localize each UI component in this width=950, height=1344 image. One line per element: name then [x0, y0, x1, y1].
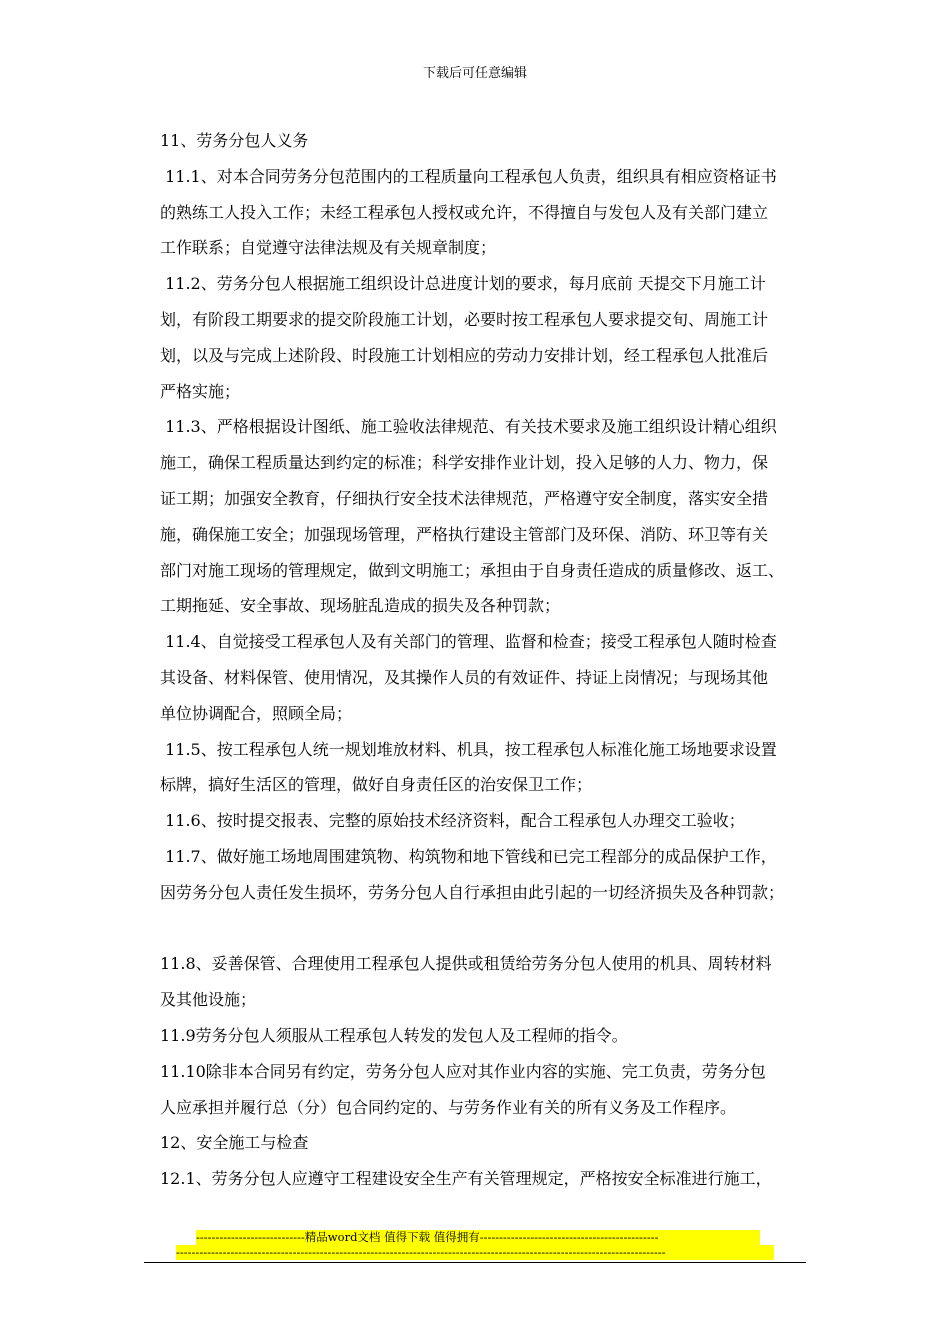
text-line: 人应承担并履行总（分）包合同约定的、与劳务作业有关的所有义务及工作程序。 [160, 1097, 737, 1117]
footer-banner: ----------------------------精品word文档 值得下载 值得拥有---------------------------------------------- [196, 1230, 760, 1245]
text-line: 11.3、严格根据设计图纸、施工验收法律规范、有关技术要求及施工组织设计精心组织 [160, 417, 777, 437]
text-line: 12、安全施工与检查 [160, 1133, 309, 1153]
text-line: 的熟练工人投入工作；未经工程承包人授权或允许，不得擅自与发包人及有关部门建立 [160, 202, 769, 222]
text-line: 及其他设施； [160, 990, 257, 1010]
text-line: 11.4、自觉接受工程承包人及有关部门的管理、监督和检查；接受工程承包人随时检查 [160, 632, 777, 652]
text-line: 因劳务分包人责任发生损坏，劳务分包人自行承担由此引起的一切经济损失及各种罚款； [160, 882, 785, 902]
document-body [160, 123, 810, 1197]
text-line: 证工期；加强安全教育，仔细执行安全技术法律规范，严格遵守安全制度，落实安全措 [160, 488, 769, 508]
text-line: 其设备、材料保管、使用情况，及其操作人员的有效证件、持证上岗情况；与现场其他 [160, 667, 769, 687]
text-line: 单位协调配合，照顾全局； [160, 703, 353, 723]
text-line: 施工，确保工程质量达到约定的标准；科学安排作业计划，投入足够的人力、物力，保 [160, 453, 769, 473]
text-line: 11.8、妥善保管、合理使用工程承包人提供或租赁给劳务分包人使用的机具、周转材料 [160, 954, 772, 974]
text-line: 划，有阶段工期要求的提交阶段施工计划，必要时按工程承包人要求提交旬、周施工计 [160, 309, 769, 329]
text-line: 11.2、劳务分包人根据施工组织设计总进度计划的要求，每月底前 天提交下月施工计 [160, 274, 766, 294]
text-line: 施，确保施工安全；加强现场管理，严格执行建设主管部门及环保、消防、环卫等有关 [160, 524, 769, 544]
text-line: 12.1、劳务分包人应遵守工程建设安全生产有关管理规定，严格按安全标准进行施工， [160, 1169, 772, 1189]
text-line: 工期拖延、安全事故、现场脏乱造成的损失及各种罚款； [160, 596, 561, 616]
text-line: 11.10除非本合同另有约定，劳务分包人应对其作业内容的实施、完工负责，劳务分包 [160, 1061, 766, 1081]
footer-rule [144, 1262, 806, 1263]
page-header: 下载后可任意编辑 [422, 66, 527, 81]
text-line: 11、劳务分包人义务 [160, 131, 309, 150]
text-line: 划，以及与完成上述阶段、时段施工计划相应的劳动力安排计划，经工程承包人批准后 [160, 345, 769, 365]
text-line: 11.9劳务分包人须服从工程承包人转发的发包人及工程师的指令。 [160, 1025, 628, 1045]
footer-dashes: ------------------------------------------------------------------------------------------------------------------------------ [176, 1245, 774, 1260]
text-line: 11.6、按时提交报表、完整的原始技术经济资料，配合工程承包人办理交工验收； [160, 811, 745, 831]
text-line: 工作联系；自觉遵守法律法规及有关规章制度； [160, 238, 497, 258]
text-line: 11.7、做好施工场地周围建筑物、构筑物和地下管线和已完工程部分的成品保护工作， [160, 846, 777, 866]
text-line: 11.5、按工程承包人统一规划堆放材料、机具，按工程承包人标准化施工场地要求设置 [160, 739, 777, 759]
text-line: 部门对施工现场的管理规定，做到文明施工；承担由于自身责任造成的质量修改、返工、 [160, 560, 785, 580]
text-line: 标牌，搞好生活区的管理，做好自身责任区的治安保卫工作； [160, 775, 593, 795]
blank-line [160, 911, 810, 947]
text-line: 11.1、对本合同劳务分包范围内的工程质量向工程承包人负责，组织具有相应资格证书 [160, 166, 777, 186]
text-line: 严格实施； [160, 381, 241, 401]
